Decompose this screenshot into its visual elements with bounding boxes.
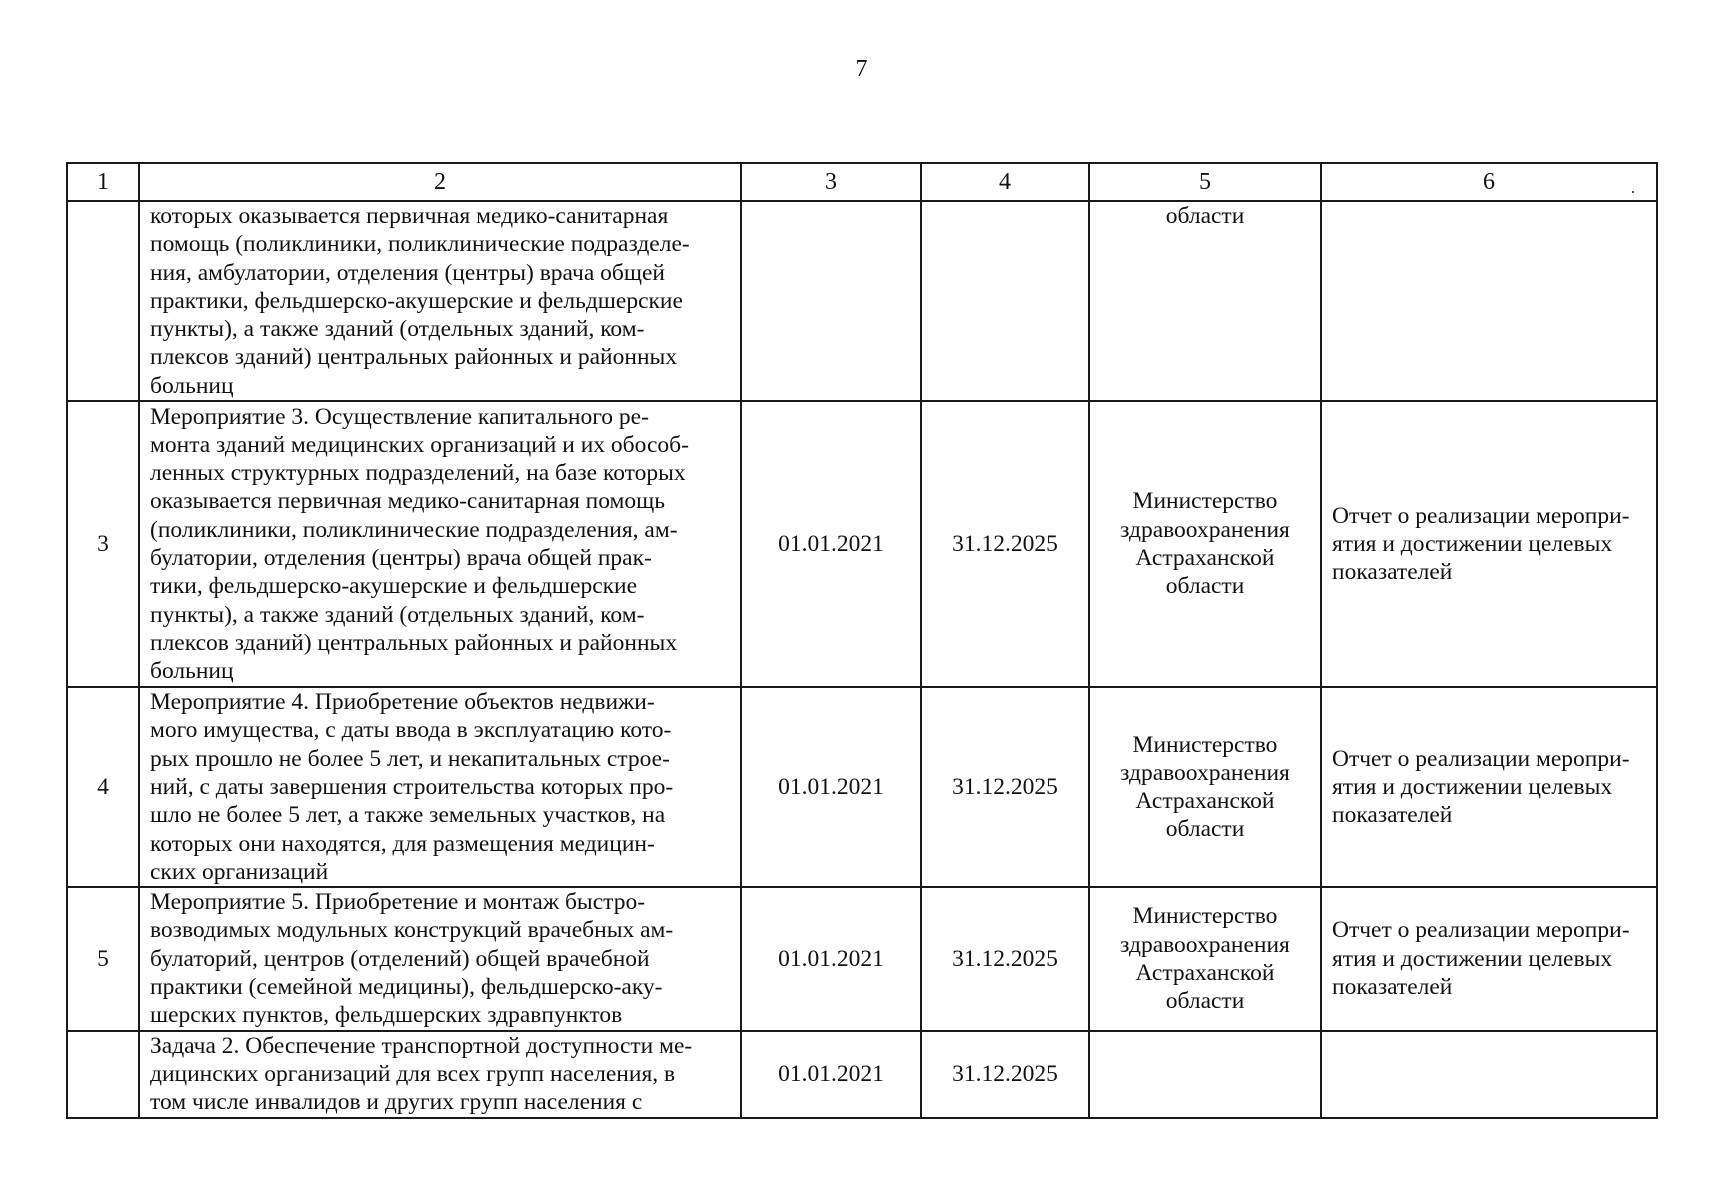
start-date: 01.01.2021 [741,1031,921,1118]
measure-description: Мероприятие 4. Приобретение объектов недвижи- мого имущества, с даты ввода в эксплуатацию кото- рых прошло не более 5 лет, и некапитальных строе- ний, с даты завершения строительства которых про- шло не более 5 лет, а также земельных участков, на которых они находятся, для размещения медицин- ских организаций [150,689,674,885]
result: Отчет о реализации меропри- ятия и достижении целевых показателей [1332,745,1630,829]
end-date: 31.12.2025 [921,401,1089,687]
executor-cell [1089,687,1321,887]
page-number: 7 [855,56,868,82]
executor: Министерство здравоохранения Астраханской области [1120,731,1290,843]
description-cell [139,1031,741,1118]
end-date: 31.12.2025 [921,887,1089,1030]
column-header-2: 2 [139,163,741,201]
table-row [67,1031,1657,1118]
executor [1089,1031,1321,1118]
table-row [67,687,1657,887]
row-number: 5 [67,887,139,1030]
column-header-4: 4 [921,163,1089,201]
table-header-row [67,163,1657,201]
description-cell [139,687,741,887]
result: Отчет о реализации меропри- ятия и достижении целевых показателей [1332,502,1630,586]
task-description: Задача 2. Обеспечение транспортной доступности ме- дицинских организаций для всех групп населения, в том числе инвалидов и других групп населения с [150,1032,693,1116]
start-date [741,201,921,401]
result-cell [1321,887,1657,1030]
measure-description: Мероприятие 5. Приобретение и монтаж быстро- возводимых модульных конструкций врачебных ам- булаторий, центров (отделений) общей врачебной практики (семейной медицины), фельдшерско-аку- шерских пунктов, фельдшерских здравпунктов [150,889,674,1029]
executor-cell [1089,201,1321,401]
column-header-3: 3 [741,163,921,201]
start-date: 01.01.2021 [741,401,921,687]
measure-description: которых оказывается первичная медико-санитарная помощь (поликлиники, поликлинические подразделе- ния, амбулатории, отделения (центры) врача общей практики, фельдшерско-акушерские и фельдшерские пункты), а также зданий (отдельных зданий, ком- плексов зданий) центральных районных и районных больниц [150,203,690,399]
executor: Министерство здравоохранения Астраханской области [1120,488,1290,600]
start-date: 01.01.2021 [741,687,921,887]
table-row [67,401,1657,687]
result-cell [1321,687,1657,887]
description-cell [139,887,741,1030]
executor-cell [1089,887,1321,1030]
column-header-1: 1 [67,163,139,201]
end-date: 31.12.2025 [921,1031,1089,1118]
row-number [67,1031,139,1118]
table-row [67,887,1657,1030]
result [1321,1031,1657,1118]
scan-speck [1632,191,1634,193]
start-date: 01.01.2021 [741,887,921,1030]
description-cell [139,201,741,401]
end-date [921,201,1089,401]
executor-cell [1089,401,1321,687]
column-header-6: 6 [1321,163,1657,201]
end-date: 31.12.2025 [921,687,1089,887]
result-cell [1321,401,1657,687]
row-number: 3 [67,401,139,687]
executor: области [1165,203,1245,229]
measure-description: Мероприятие 3. Осуществление капитального ре- монта зданий медицинских организаций и их обособ- ленных структурных подразделений, на базе которых оказывается первичная медико-санитарная помощь (поликлиники, поликлинические подразделения, ам- булатории, отделения (центры) врача общей прак- тики, фельдшерско-акушерские и фельдшерские пункты), а также зданий (отдельных зданий, ком- плексов зданий) центральных районных и районных больниц [150,403,689,685]
executor: Министерство здравоохранения Астраханской области [1120,903,1290,1015]
result: Отчет о реализации меропри- ятия и достижении целевых показателей [1332,917,1630,1001]
row-number [67,201,139,401]
measures-table [66,162,1658,1119]
result [1321,201,1657,401]
row-number: 4 [67,687,139,887]
column-header-5: 5 [1089,163,1321,201]
table-row [67,201,1657,401]
description-cell [139,401,741,687]
